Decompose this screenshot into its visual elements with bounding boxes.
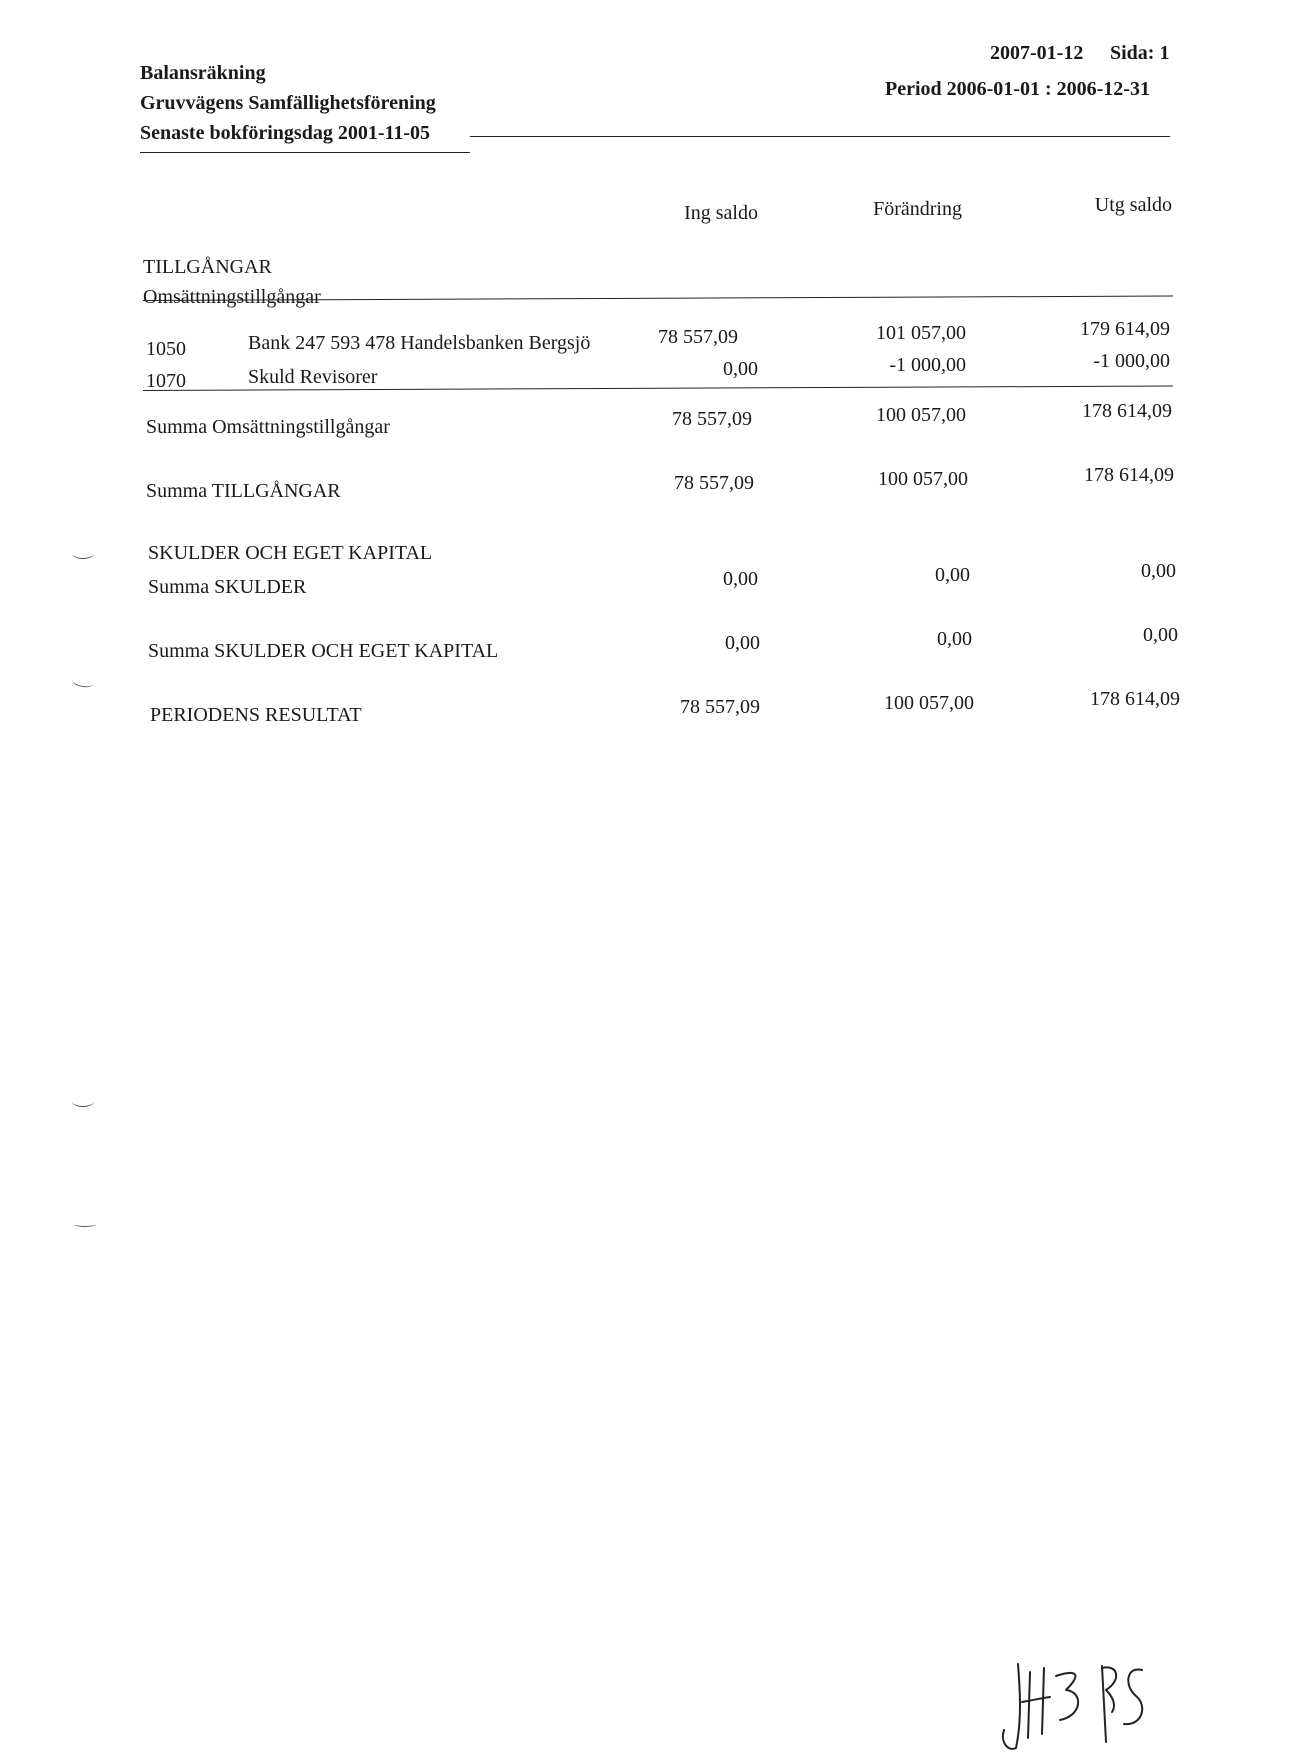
change-value: -1 000,00 <box>889 354 966 376</box>
account-number: 1050 <box>146 338 186 360</box>
change-value: 0,00 <box>937 628 972 650</box>
sum-label: Summa SKULDER OCH EGET KAPITAL <box>148 640 499 662</box>
account-number: 1070 <box>146 370 186 392</box>
punch-mark <box>72 1096 94 1107</box>
utg-value: -1 000,00 <box>1093 350 1170 372</box>
period-range: Period 2006-01-01 : 2006-12-31 <box>885 78 1150 100</box>
change-value: 0,00 <box>935 564 970 586</box>
ing-value: 0,00 <box>723 358 758 380</box>
ing-value: 78 557,09 <box>658 326 738 348</box>
utg-value: 178 614,09 <box>1090 688 1180 710</box>
change-value: 100 057,00 <box>876 404 966 426</box>
assets-heading: TILLGÅNGAR <box>143 256 272 278</box>
print-date: 2007-01-12 <box>990 42 1084 64</box>
ing-value: 78 557,09 <box>674 472 754 494</box>
liabilities-heading: SKULDER OCH EGET KAPITAL <box>148 542 433 564</box>
column-forandring: Förändring <box>873 198 962 220</box>
report-title: Balansräkning <box>140 62 266 84</box>
page-number: Sida: 1 <box>1110 42 1170 64</box>
assets-subheading: Omsättningstillgångar <box>143 286 321 308</box>
ing-value: 78 557,09 <box>680 696 760 718</box>
change-value: 101 057,00 <box>876 322 966 344</box>
header-rule-left <box>140 152 470 153</box>
result-label: PERIODENS RESULTAT <box>150 704 362 726</box>
utg-value: 179 614,09 <box>1080 318 1170 340</box>
column-utg-saldo: Utg saldo <box>1094 194 1172 216</box>
ing-value: 78 557,09 <box>672 408 752 430</box>
punch-mark <box>72 548 94 559</box>
sum-label: Summa SKULDER <box>148 576 307 598</box>
ing-value: 0,00 <box>723 568 758 590</box>
organization-name: Gruvvägens Samfällighetsförening <box>140 92 436 114</box>
column-ing-saldo: Ing saldo <box>684 202 758 224</box>
header-rule-right <box>470 136 1170 137</box>
signature-initials <box>990 1650 1160 1760</box>
sum-label: Summa TILLGÅNGAR <box>146 480 341 502</box>
utg-value: 178 614,09 <box>1084 464 1174 486</box>
utg-value: 0,00 <box>1143 624 1178 646</box>
account-name: Skuld Revisorer <box>248 366 378 388</box>
change-value: 100 057,00 <box>878 468 968 490</box>
punch-mark <box>74 1222 96 1227</box>
sum-label: Summa Omsättningstillgångar <box>146 416 390 438</box>
utg-value: 178 614,09 <box>1082 400 1172 422</box>
last-booking-date: Senaste bokföringsdag 2001-11-05 <box>140 122 431 144</box>
account-name: Bank 247 593 478 Handelsbanken Bergsjö <box>248 332 591 354</box>
ing-value: 0,00 <box>725 632 760 654</box>
punch-mark <box>71 674 95 689</box>
utg-value: 0,00 <box>1141 560 1176 582</box>
change-value: 100 057,00 <box>884 692 974 714</box>
